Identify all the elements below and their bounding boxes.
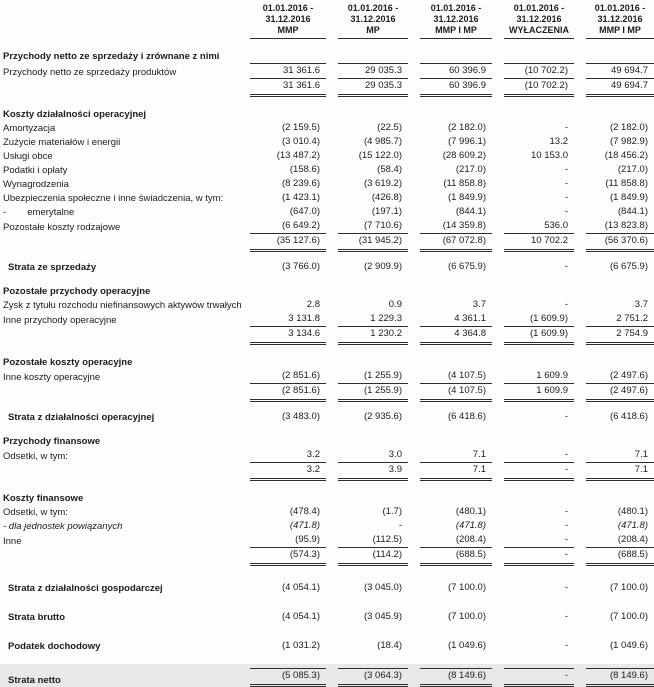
value-cell: (1 423.1) [281,192,320,203]
value-cell: - [564,411,568,422]
value-cell: (7 982.9) [609,136,648,147]
income-statement-table [0,50,654,687]
value-cell: 29 035.3 [338,63,408,79]
value-cell: (217.0) [617,164,648,175]
value-cell: (471.8) [455,520,486,531]
value-cell: (480.1) [617,506,648,517]
column-header [338,3,408,39]
value-cell: (18 456.2) [604,150,648,161]
table-row [0,135,654,149]
value-cell: 7.1 [420,448,492,463]
row-label: Pozostałe przychody operacyjne [3,286,151,297]
value-cell: (471.8) [617,520,648,531]
row-label: Inne przychody operacyjne [3,315,117,326]
value-cell: (5 085.3) [250,668,326,687]
value-cell: (2 851.6) [250,384,326,402]
column-period-label: 01.01.2016 - [262,3,314,13]
value-cell: (18.4) [377,640,402,651]
value-cell: (4 107.5) [420,369,492,384]
value-cell: (31 945.2) [338,234,408,252]
value-cell: (8 149.6) [586,668,654,687]
column-entity-label: WYŁACZENIA [509,25,569,35]
table-row [0,369,654,384]
value-cell: 2.8 [306,299,320,310]
table-row [0,581,654,595]
column-entity-label: MMP [277,25,299,35]
value-cell: (208.4) [420,533,492,548]
section-header-row [0,356,654,369]
table-row [0,219,654,234]
value-cell: (7 100.0) [447,611,486,622]
value-cell: (1 031.2) [281,640,320,651]
value-cell: (58.4) [377,164,402,175]
value-cell: 3.2 [250,463,326,481]
value-cell: (8 149.6) [420,668,492,687]
column-header [420,3,492,39]
row-label: Strata z działalności gospodarczej [8,583,163,594]
value-cell: 31 361.6 [250,79,326,97]
value-cell: (3 010.4) [281,136,320,147]
table-row [0,121,654,135]
value-cell: (15 122.0) [358,150,402,161]
value-cell: - [504,448,574,463]
value-cell: (14 359.8) [420,219,492,234]
value-cell: 0.9 [388,299,402,310]
value-cell: (3 619.2) [363,178,402,189]
column-period-label: 01.01.2016 - [513,3,565,13]
value-cell: (1 849.9) [447,192,486,203]
value-cell: (2 497.6) [586,384,654,402]
value-cell: - [504,668,574,687]
value-cell: (844.1) [455,206,486,217]
value-cell: (10 702.2) [504,63,574,79]
table-row [0,533,654,548]
value-cell: (2 159.5) [281,122,320,133]
row-label: Strata brutto [8,612,65,623]
value-cell: 3 134.6 [250,327,326,345]
value-cell: 60 396.9 [420,63,492,79]
value-cell: (6 418.6) [447,411,486,422]
table-row [0,205,654,219]
table-row [0,260,654,274]
value-cell: (13 823.8) [586,219,654,234]
value-cell: (28 609.2) [442,150,486,161]
value-cell: (112.5) [338,533,408,548]
row-label: Strata z działalności operacyjnej [8,412,155,423]
value-cell: 10 153.0 [531,150,568,161]
row-label: Przychody netto ze sprzedaży i zrównane z nimi [3,51,220,62]
row-label: Usługi obce [3,151,53,162]
row-label: Podatki i opłaty [3,165,68,176]
value-cell: (197.1) [371,206,402,217]
table-row [0,298,654,312]
section-header-row [0,492,654,505]
value-cell: (7 100.0) [447,582,486,593]
value-cell: - [564,164,568,175]
table-row [0,234,654,252]
row-label: Ubezpieczenia społeczne i inne świadczenia, w tym: [3,193,224,204]
table-header-row [0,3,654,39]
value-cell: 13.2 [549,136,568,147]
value-cell: (8 239.6) [281,178,320,189]
column-header [586,3,654,39]
table-row [0,639,654,653]
value-cell: 29 035.3 [338,79,408,97]
value-cell: (1 049.6) [609,640,648,651]
value-cell: (471.8) [289,520,320,531]
row-label: Koszty finansowe [3,493,84,504]
row-label: Pozostałe koszty operacyjne [3,357,133,368]
column-header [250,3,326,39]
column-entity-label: MP [366,25,380,35]
value-cell: (3 045.0) [363,582,402,593]
value-cell: (217.0) [455,164,486,175]
row-label: Inne [3,536,22,547]
value-cell: 1 609.9 [504,384,574,402]
value-cell: (7 710.6) [338,219,408,234]
column-period-label: 31.12.2016 [265,14,311,24]
value-cell: 3.2 [250,448,326,463]
table-row [0,463,654,481]
value-cell: (2 497.6) [586,369,654,384]
value-cell: (3 483.0) [281,411,320,422]
value-cell: 3.7 [472,299,486,310]
value-cell: - [504,548,574,566]
column-entity-label: MMP I MP [599,25,641,35]
value-cell: - [504,463,574,481]
value-cell: (3 064.3) [338,668,408,687]
table-row [0,177,654,191]
value-cell: (1 255.9) [338,369,408,384]
value-cell: - [564,611,568,622]
value-cell: - [564,520,568,531]
column-period-label: 01.01.2016 - [430,3,482,13]
value-cell: - [564,261,568,272]
table-row [0,163,654,177]
value-cell: - [564,192,568,203]
row-label: Wynagrodzenia [3,179,69,190]
value-cell: 3.0 [338,448,408,463]
value-cell: (6 418.6) [609,411,648,422]
value-cell: - [398,520,402,531]
value-cell: (4 054.1) [281,611,320,622]
value-cell: 3.7 [634,299,648,310]
value-cell: (11 858.8) [443,178,486,189]
value-cell: 7.1 [586,463,654,481]
value-cell: - [564,582,568,593]
column-header [504,3,574,39]
row-label: - dla jednostek powiązanych [3,521,123,532]
value-cell: (1 849.9) [609,192,648,203]
value-cell: (4 985.7) [363,136,402,147]
row-label: Odsetki, w tym: [3,451,68,462]
section-header-row [0,285,654,298]
value-cell: 7.1 [420,463,492,481]
value-cell: 1 609.9 [504,369,574,384]
value-cell: (2 935.6) [363,411,402,422]
row-label: Inne koszty operacyjne [3,372,101,383]
column-period-label: 31.12.2016 [350,14,396,24]
value-cell: 31 361.6 [250,63,326,79]
row-label: Zużycie materiałów i energii [3,137,121,148]
row-label: Strata ze sprzedaży [8,262,97,273]
value-cell: (13 487.2) [276,150,320,161]
value-cell: 7.1 [586,448,654,463]
value-cell: 2 751.2 [586,312,654,327]
value-cell: (114.2) [338,548,408,566]
value-cell: (574.3) [250,548,326,566]
value-cell: 49 694.7 [586,63,654,79]
row-label: Koszty działalności operacyjnej [3,109,147,120]
value-cell: (478.4) [289,506,320,517]
value-cell: (2 909.9) [363,261,402,272]
table-row [0,668,654,687]
column-period-label: 01.01.2016 - [347,3,399,13]
value-cell: (2 182.0) [609,122,648,133]
row-label: Strata netto [8,675,61,686]
value-cell: - [564,299,568,310]
value-cell: 2 754.9 [586,327,654,345]
value-cell: (647.0) [289,206,320,217]
value-cell: (4 107.5) [420,384,492,402]
column-period-label: 31.12.2016 [516,14,562,24]
value-cell: 3.9 [338,463,408,481]
value-cell: (844.1) [617,206,648,217]
value-cell: (7 100.0) [609,582,648,593]
value-cell: (480.1) [455,506,486,517]
row-label: Podatek dochodowy [8,641,101,652]
value-cell: 4 361.1 [420,312,492,327]
value-cell: (10 702.2) [504,79,574,97]
value-cell: - [564,178,568,189]
value-cell: (35 127.6) [250,234,326,252]
value-cell: 49 694.7 [586,79,654,97]
value-cell: (3 766.0) [281,261,320,272]
value-cell: (22.5) [377,122,402,133]
row-label: - emerytalne [3,207,75,218]
table-row [0,384,654,402]
column-entity-label: MMP I MP [435,25,477,35]
value-cell: (4 054.1) [281,582,320,593]
value-cell: (6 649.2) [250,219,326,234]
table-row [0,327,654,345]
value-cell: 536.0 [504,219,574,234]
value-cell: (7 996.1) [447,136,486,147]
value-cell: (688.5) [586,548,654,566]
section-header-row [0,108,654,121]
value-cell: (67 072.8) [420,234,492,252]
column-period-label: 31.12.2016 [433,14,479,24]
value-cell: 10 702.2 [504,234,574,252]
table-row [0,191,654,205]
value-cell: (6 675.9) [447,261,486,272]
value-cell: (2 851.6) [250,369,326,384]
value-cell: - [504,533,574,548]
table-row [0,312,654,327]
value-cell: (158.6) [289,164,320,175]
value-cell: (1 609.9) [504,327,574,345]
value-cell: (1 255.9) [338,384,408,402]
value-cell: - [564,506,568,517]
table-row [0,548,654,566]
value-cell: (7 100.0) [609,611,648,622]
section-header-row [0,435,654,448]
table-row [0,63,654,79]
value-cell: 1 229.3 [338,312,408,327]
table-row [0,149,654,163]
value-cell: (208.4) [586,533,654,548]
row-label: Przychody finansowe [3,436,101,447]
row-label: Pozostałe koszty rodzajowe [3,222,121,233]
row-label: Przychody netto ze sprzedaży produktów [3,67,177,78]
value-cell: (95.9) [250,533,326,548]
value-cell: - [564,640,568,651]
value-cell: 1 230.2 [338,327,408,345]
table-row [0,79,654,97]
value-cell: (426.8) [371,192,402,203]
value-cell: (6 675.9) [609,261,648,272]
value-cell: - [564,122,568,133]
value-cell: - [564,206,568,217]
table-row [0,610,654,624]
section-header-row [0,50,654,63]
table-row [0,448,654,463]
row-label: Amortyzacja [3,123,56,134]
value-cell: (2 182.0) [447,122,486,133]
value-cell: (3 045.9) [363,611,402,622]
table-row [0,519,654,533]
value-cell: 4 364.8 [420,327,492,345]
column-period-label: 01.01.2016 - [594,3,646,13]
value-cell: (56 370.6) [586,234,654,252]
row-label: Zysk z tytułu rozchodu niefinansowych aktywów trwałych [3,300,242,311]
value-cell: (688.5) [420,548,492,566]
table-row [0,410,654,424]
value-cell: 3 131.8 [250,312,326,327]
value-cell: 60 396.9 [420,79,492,97]
row-label: Odsetki, w tym: [3,507,68,518]
value-cell: (11 858.8) [605,178,648,189]
value-cell: (1 049.6) [447,640,486,651]
value-cell: (1 609.9) [504,312,574,327]
value-cell: (1.7) [382,506,402,517]
table-row [0,505,654,519]
column-period-label: 31.12.2016 [597,14,643,24]
